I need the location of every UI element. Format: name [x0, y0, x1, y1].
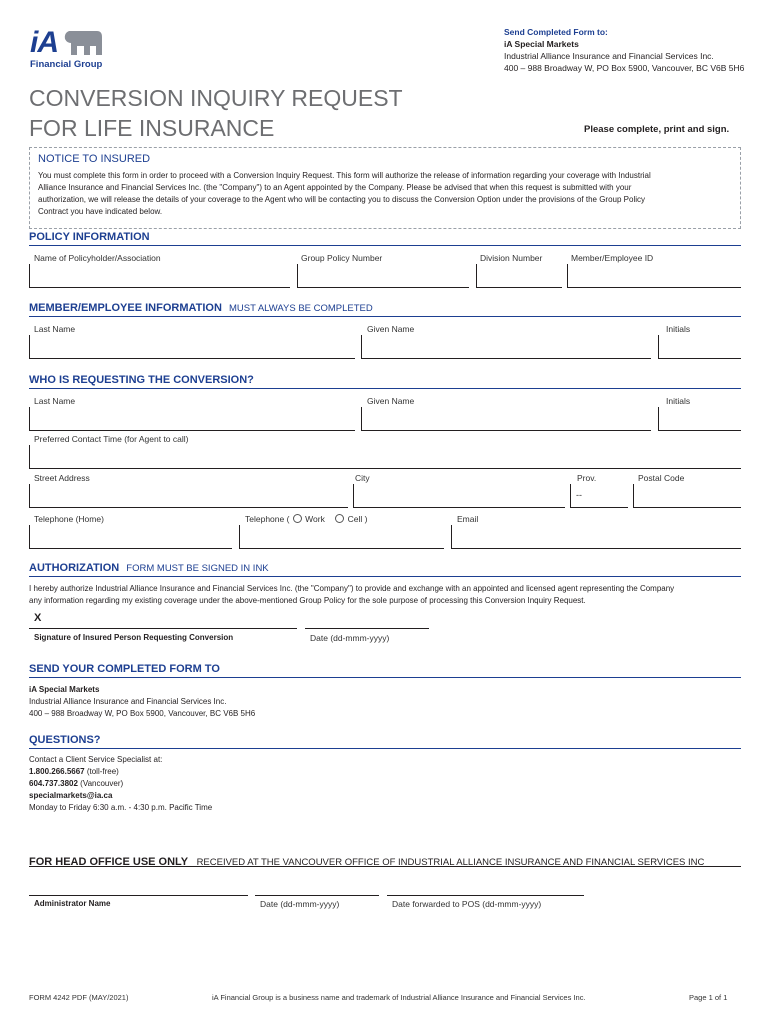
phone-vancouver[interactable]: 604.737.3802	[29, 779, 78, 788]
member-heading-sub: MUST ALWAYS BE COMPLETED	[228, 303, 373, 314]
signature-label: Signature of Insured Person Requesting Conversion	[34, 633, 234, 642]
work-radio[interactable]	[293, 514, 302, 523]
send-to-address: 400 – 988 Broadway W, PO Box 5900, Vancouver, BC V6B 5H6	[504, 63, 745, 73]
member-id-field[interactable]	[567, 264, 741, 288]
member-heading	[29, 302, 373, 314]
authorization-heading-sub: FORM MUST BE SIGNED IN INK	[126, 563, 269, 574]
group-policy-label: Group Policy Number	[301, 253, 383, 263]
policyholder-field[interactable]	[29, 264, 290, 288]
authorization-heading-text: AUTHORIZATION	[29, 562, 120, 574]
send-to-company: Industrial Alliance Insurance and Financial Services Inc.	[504, 51, 714, 61]
authorization-rule	[29, 576, 741, 577]
footer-page: Page 1 of 1	[689, 993, 728, 1002]
send-section-heading: SEND YOUR COMPLETED FORM TO	[29, 663, 220, 675]
city-field[interactable]	[353, 484, 565, 508]
authorization-line-1: I hereby authorize Industrial Alliance Insurance and Financial Services Inc. (the "Company") to provide and exchange with an appointed and licensed agent representing the Company	[29, 584, 675, 593]
send-to-name: iA Special Markets	[504, 39, 579, 49]
signature-x: X	[34, 612, 42, 624]
signature-line[interactable]	[29, 628, 297, 629]
notice-line-4: Contract you have indicated below.	[38, 207, 163, 216]
email-label: Email	[457, 514, 479, 524]
notice-line-2: Alliance Insurance and Financial Services Inc. (the "Company") to an Agent appointed by the Company. Please be advised that when this request is submitted with your	[38, 183, 632, 192]
tel-work-cell-label	[245, 514, 367, 524]
notice-line-3: authorization, we will release the details of your coverage to the Agent who will be contacting you to discuss the Conversion Option under the provisions of the Group Policy	[38, 195, 646, 204]
city-label: City	[355, 473, 370, 483]
questions-hours: Monday to Friday 6:30 a.m. - 4:30 p.m. Pacific Time	[29, 803, 213, 812]
authorization-line-2: any information regarding my existing coverage under the above-mentioned Group Policy for the sole purpose of processing this Conversion Inquiry Request.	[29, 596, 586, 605]
send-section-address	[29, 684, 255, 720]
member-id-label: Member/Employee ID	[571, 253, 654, 263]
notice-line-1: You must complete this form in order to proceed with a Conversion Inquiry Request. This form will authorize the release of information regarding your coverage with Industrial	[38, 171, 651, 180]
prov-value: --	[576, 490, 582, 500]
tel-work-label: Work	[305, 514, 325, 524]
requester-given-name-field[interactable]	[361, 407, 651, 431]
signature-date-line[interactable]	[305, 628, 429, 629]
title-line-2: FOR LIFE INSURANCE	[29, 115, 275, 141]
footer-trademark: iA Financial Group is a business name and trademark of Industrial Alliance Insurance and Financial Services Inc.	[212, 993, 586, 1002]
requester-rule	[29, 388, 741, 389]
member-last-name-field[interactable]	[29, 335, 355, 359]
head-office-heading-text: FOR HEAD OFFICE USE ONLY	[29, 856, 189, 868]
admin-date-label: Date (dd-mmm-yyyy)	[260, 899, 340, 909]
head-office-heading-sub: RECEIVED AT THE VANCOUVER OFFICE OF INDUSTRIAL ALLIANCE INSURANCE AND FINANCIAL SERVICES INC	[196, 857, 705, 868]
questions-email[interactable]: specialmarkets@ia.ca	[29, 791, 113, 800]
tel-prefix: Telephone (	[245, 514, 290, 524]
group-policy-field[interactable]	[297, 264, 469, 288]
prov-select[interactable]	[570, 484, 628, 508]
admin-name-line[interactable]	[29, 895, 248, 896]
requester-initials-label: Initials	[666, 396, 691, 406]
page-title	[29, 83, 403, 143]
postal-label: Postal Code	[638, 473, 685, 483]
tel-home-label: Telephone (Home)	[34, 514, 104, 524]
notice-heading: NOTICE TO INSURED	[38, 153, 151, 165]
division-field[interactable]	[476, 264, 562, 288]
questions-contact	[29, 754, 212, 814]
member-initials-field[interactable]	[658, 335, 741, 359]
signature-date-label: Date (dd-mmm-yyyy)	[310, 633, 390, 643]
tel-work-field[interactable]	[239, 525, 444, 549]
pos-date-label: Date forwarded to POS (dd-mmm-yyyy)	[392, 899, 542, 909]
admin-date-line[interactable]	[255, 895, 379, 896]
division-label: Division Number	[480, 253, 543, 263]
street-label: Street Address	[34, 473, 90, 483]
contact-time-label: Preferred Contact Time (for Agent to call)	[34, 434, 189, 444]
tel-home-field[interactable]	[29, 525, 232, 549]
requester-heading: WHO IS REQUESTING THE CONVERSION?	[29, 374, 254, 386]
head-office-heading	[29, 852, 704, 870]
member-last-name-label: Last Name	[34, 324, 76, 334]
phone-tollfree-note: (toll-free)	[84, 767, 119, 776]
questions-heading: QUESTIONS?	[29, 734, 101, 746]
member-initials-label: Initials	[666, 324, 691, 334]
policy-heading: POLICY INFORMATION	[29, 231, 150, 243]
elephant-icon	[63, 29, 103, 57]
phone-tollfree-row	[29, 766, 212, 778]
send-section-name: iA Special Markets	[29, 685, 100, 694]
phone-vancouver-note: (Vancouver)	[77, 779, 124, 788]
street-field[interactable]	[29, 484, 348, 508]
footer-form-number: FORM 4242 PDF (MAY/2021)	[29, 993, 129, 1002]
admin-name-label: Administrator Name	[34, 899, 111, 908]
postal-field[interactable]	[633, 484, 741, 508]
policyholder-label: Name of Policyholder/Association	[34, 253, 161, 263]
questions-intro: Contact a Client Service Specialist at:	[29, 755, 163, 764]
send-to-header	[504, 26, 744, 74]
member-heading-text: MEMBER/EMPLOYEE INFORMATION	[29, 302, 222, 314]
logo-subtitle: Financial Group	[30, 59, 103, 70]
notice-text	[38, 170, 651, 218]
requester-last-name-label: Last Name	[34, 396, 76, 406]
send-to-heading: Send Completed Form to:	[504, 27, 608, 37]
pos-date-line[interactable]	[387, 895, 584, 896]
title-line-1: CONVERSION INQUIRY REQUEST	[29, 85, 403, 111]
head-office-rule	[29, 866, 741, 867]
phone-vancouver-row	[29, 778, 212, 790]
send-section-company: Industrial Alliance Insurance and Financial Services Inc.	[29, 697, 227, 706]
send-section-street: 400 – 988 Broadway W, PO Box 5900, Vancouver, BC V6B 5H6	[29, 709, 256, 718]
cell-radio[interactable]	[335, 514, 344, 523]
email-field[interactable]	[451, 525, 741, 549]
member-given-name-field[interactable]	[361, 335, 651, 359]
requester-last-name-field[interactable]	[29, 407, 355, 431]
policy-rule	[29, 245, 741, 246]
requester-initials-field[interactable]	[658, 407, 741, 431]
logo-text: iA	[30, 26, 58, 59]
questions-rule	[29, 748, 741, 749]
requester-given-name-label: Given Name	[367, 396, 415, 406]
tel-cell-label: Cell )	[347, 514, 368, 524]
instruction-text: Please complete, print and sign.	[584, 124, 730, 135]
prov-label: Prov.	[577, 473, 597, 483]
send-section-rule	[29, 677, 741, 678]
member-given-name-label: Given Name	[367, 324, 415, 334]
contact-time-field[interactable]	[29, 445, 741, 469]
logo	[30, 28, 110, 70]
member-rule	[29, 316, 741, 317]
authorization-text	[29, 583, 674, 607]
phone-tollfree[interactable]: 1.800.266.5667	[29, 767, 85, 776]
authorization-heading	[29, 562, 269, 574]
